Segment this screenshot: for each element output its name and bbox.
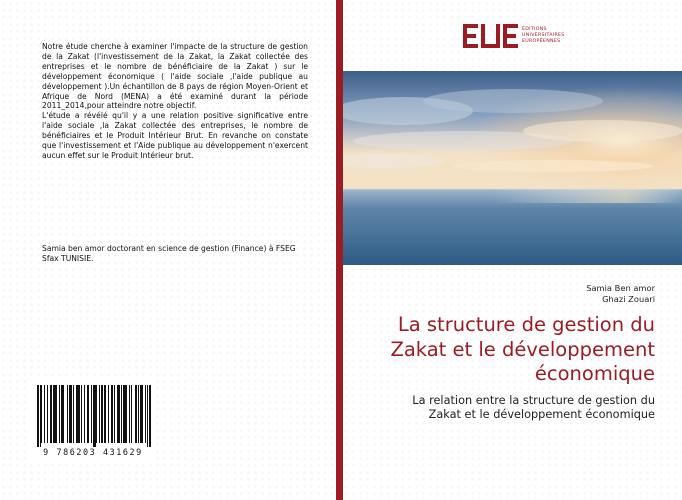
abstract-paragraph-1: Notre étude cherche à examiner l'impacte de la structure de gestion de la Zakat (l'investissement de la Zakat, la Zakat collectée des entreprises et le nombre de bénéficiaire de la Zakat ) sur le développement économique ( l'aide sociale ,l'aide publique au développement ).Un échantillon de 8 pays de région Moyen-Orient et Afrique de Nord (MENA) a été examiné durant la période 2011_2014,pour atteindre notre objectif. xyxy=(42,42,308,111)
barcode-icon xyxy=(30,381,156,461)
publisher-name xyxy=(522,27,565,45)
author-1: Samia Ben amor xyxy=(586,283,655,293)
title-line-3: économique xyxy=(534,362,655,385)
spine xyxy=(336,0,343,500)
sea-sunset-image xyxy=(343,71,682,265)
back-cover xyxy=(0,0,336,500)
isbn-digits: 9 786203 431629 xyxy=(43,447,143,457)
publisher-logo xyxy=(463,22,663,52)
publisher-line-2: UNIVERSITAIRES xyxy=(522,33,565,39)
eue-logo-icon xyxy=(463,22,518,52)
book-subtitle xyxy=(355,394,655,422)
front-cover xyxy=(343,0,682,500)
subtitle-line-1: La relation entre la structure de gestion du xyxy=(412,394,655,407)
book-title xyxy=(355,313,655,387)
abstract-text xyxy=(42,42,308,161)
publisher-line-3: EUROPÉENNES xyxy=(522,39,561,45)
barcode-bars xyxy=(33,385,153,447)
abstract-paragraph-2: L'étude a révélé qu'il y a une relation positive significative entre l'aide sociale ,la Zakat collectée des entreprises, le nombre de bénéficiaires et le Produit Intérieur Brut. En revanche on constate que l'investissement et l'Aide publique au développement n'exercent aucun effet sur le Produit Intérieur brut. xyxy=(42,111,308,160)
cover-photo xyxy=(343,71,682,265)
authors xyxy=(586,283,655,304)
author-bio: Samia ben amor doctorant en science de gestion (Finance) à FSEG Sfax TUNISIE. xyxy=(42,244,296,263)
subtitle-line-2: Zakat et le développement économique xyxy=(428,408,655,421)
author-2: Ghazi Zouari xyxy=(602,293,655,304)
publisher-line-1: ÉDITIONS xyxy=(522,27,547,32)
title-line-2: Zakat et le développement xyxy=(390,337,655,361)
title-line-1: La structure de gestion du xyxy=(397,313,655,336)
